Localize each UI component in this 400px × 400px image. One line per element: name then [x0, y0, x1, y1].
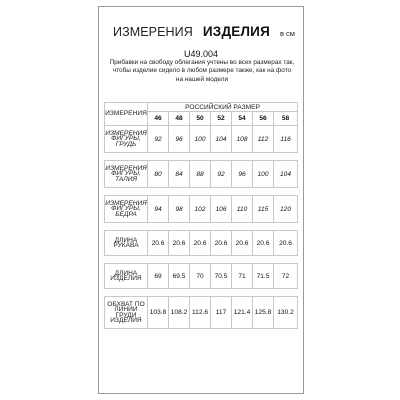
size-cell: 50 [190, 112, 211, 126]
row-label: ИЗМЕРЕНИЯ ФИГУРЫ, ГРУДЬ [105, 126, 148, 153]
table-cell: 20.6 [274, 231, 298, 256]
table-row [105, 126, 298, 153]
table-cell: 102 [190, 196, 211, 223]
table-cell: 130.2 [274, 297, 298, 329]
chart-header [113, 24, 295, 42]
table-cell: 92 [211, 161, 232, 188]
table-cell: 80 [148, 161, 169, 188]
table-cell: 96 [232, 161, 253, 188]
size-cell: 52 [211, 112, 232, 126]
table-cell: 70.5 [211, 264, 232, 289]
table-cell: 104 [274, 161, 298, 188]
row-label: ДЛИНА РУКАВА [105, 231, 148, 256]
table-cell: 84 [169, 161, 190, 188]
size-cell: 54 [232, 112, 253, 126]
table-cell: 20.6 [169, 231, 190, 256]
header-title-light: ИЗМЕРЕНИЯ [113, 25, 193, 39]
table-cell: 112 [253, 126, 274, 153]
size-caption: РОССИЙСКИЙ РАЗМЕР [148, 103, 298, 112]
row-label: ОБХВАТ ПО ЛИНИИ ГРУДИ ИЗДЕЛИЯ [105, 297, 148, 329]
corner-label: ИЗМЕРЕНИЯ [105, 103, 148, 126]
table-cell: 94 [148, 196, 169, 223]
header-unit: в см [279, 29, 295, 38]
table-header-row [105, 103, 298, 112]
table-cell: 103.8 [148, 297, 169, 329]
table-cell: 112.6 [190, 297, 211, 329]
table-cell: 70 [190, 264, 211, 289]
table-cell: 104 [211, 126, 232, 153]
row-spacer [105, 153, 298, 161]
row-spacer [105, 256, 298, 264]
table-cell: 71 [232, 264, 253, 289]
row-spacer [105, 289, 298, 297]
table-cell: 121.4 [232, 297, 253, 329]
header-title-bold: ИЗДЕЛИЯ [202, 24, 270, 39]
table-cell: 72 [274, 264, 298, 289]
table-row [105, 264, 298, 289]
row-label: ДЛИНА ИЗДЕЛИЯ [105, 264, 148, 289]
model-code: U49.004 [183, 49, 219, 59]
fit-note: Прибавки на свободу облегания учтены во всех размерах так, чтобы изделие сидело в любом размере также, как на фото на нашей модели [109, 59, 295, 83]
table-cell: 69 [148, 264, 169, 289]
table-row [105, 297, 298, 329]
table-cell: 106 [211, 196, 232, 223]
table-cell: 100 [253, 161, 274, 188]
size-cell: 58 [274, 112, 298, 126]
table-cell: 110 [232, 196, 253, 223]
table-row [105, 161, 298, 188]
table-cell: 20.6 [232, 231, 253, 256]
table-cell: 20.6 [148, 231, 169, 256]
row-spacer [105, 223, 298, 231]
size-chart-card [98, 6, 304, 394]
table-cell: 88 [190, 161, 211, 188]
row-spacer [105, 188, 298, 196]
table-cell: 120 [274, 196, 298, 223]
table-cell: 92 [148, 126, 169, 153]
table-cell: 116 [274, 126, 298, 153]
row-label: ИЗМЕРЕНИЯ ФИГУРЫ, БЁДРА [105, 196, 148, 223]
table-cell: 20.6 [253, 231, 274, 256]
table-cell: 108.2 [169, 297, 190, 329]
table-row [105, 196, 298, 223]
table-cell: 71.5 [253, 264, 274, 289]
table-cell: 108 [232, 126, 253, 153]
table-cell: 69.5 [169, 264, 190, 289]
size-table [104, 102, 298, 329]
table-cell: 20.6 [211, 231, 232, 256]
table-row [105, 231, 298, 256]
table-cell: 20.6 [190, 231, 211, 256]
size-cell: 56 [253, 112, 274, 126]
row-label: ИЗМЕРЕНИЯ ФИГУРЫ, ТАЛИЯ [105, 161, 148, 188]
size-cell: 48 [169, 112, 190, 126]
table-cell: 96 [169, 126, 190, 153]
table-cell: 100 [190, 126, 211, 153]
table-cell: 115 [253, 196, 274, 223]
table-cell: 117 [211, 297, 232, 329]
table-cell: 125.8 [253, 297, 274, 329]
table-cell: 98 [169, 196, 190, 223]
size-cell: 46 [148, 112, 169, 126]
